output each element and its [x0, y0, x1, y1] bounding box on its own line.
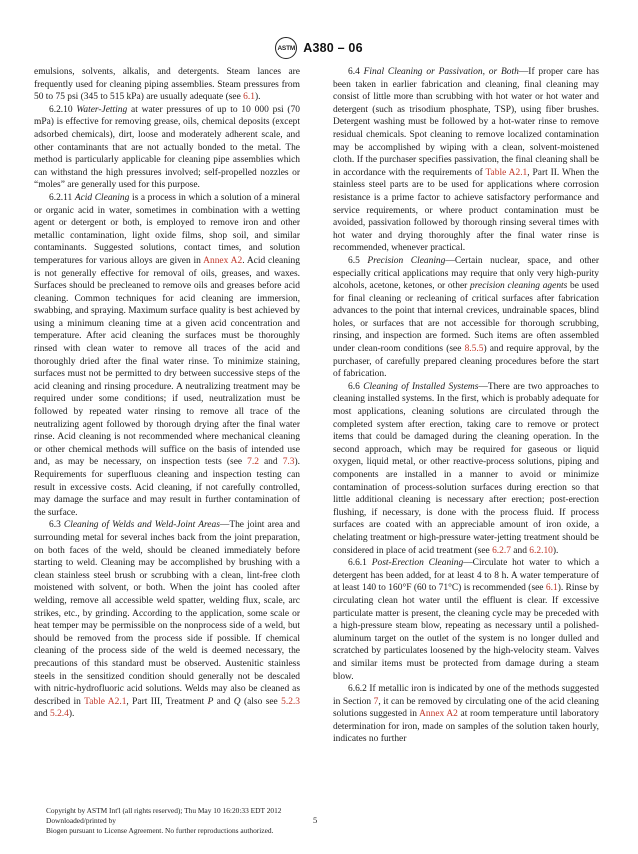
ref-link-8-5-5[interactable]: 8.5.5 — [464, 344, 484, 355]
section-title: Precision Cleaning — [367, 255, 446, 266]
treatment-q: Q — [233, 696, 241, 707]
left-column — [34, 66, 300, 721]
paragraph-6-4 — [333, 66, 599, 255]
section-title: Final Cleaning or Passivation, or Both — [363, 67, 519, 77]
paragraph-6-2-10 — [34, 104, 300, 192]
section-number: 6.6.1 — [348, 558, 372, 569]
paragraph-6-3 — [34, 519, 300, 721]
text: be used for final cleaning or recleaning of critical surfaces after fabrication advances to the point that internal crevices, undrainable spaces, blind holes, or surfaces that are not accessible for thorough scrubbing, rinsing, and inspection are formed. Such items are often assembled under clean-room conditions (see — [333, 281, 599, 355]
ref-link-section-7[interactable]: 7 — [373, 696, 379, 707]
text: ). Requirements for superfluous cleaning and inspection testing can result in excessive costs. Acid cleaning, if not carefully controlled, may damage the surface and may result in further contamination of the surface. — [34, 457, 300, 518]
paragraph-6-5 — [333, 255, 599, 381]
text: and — [213, 696, 234, 707]
section-title: Cleaning of Welds and Weld-Joint Areas — [63, 520, 220, 531]
text: , Part III, Treatment — [126, 696, 208, 707]
text: and — [258, 457, 283, 468]
right-column — [333, 66, 599, 746]
text: is a process in which a solution of a mineral or organic acid in water, sometimes in combination with a wetting agent or detergent or both, is employed to remove iron and other metallic contamination, light oxide films, shop soil, and similar contaminants. Suggested solutions, contact times, and solution temperatures for various alloys are given in — [34, 192, 300, 266]
ref-link-5-2-4[interactable]: 5.2.4 — [50, 709, 69, 720]
ref-link-table-a2-1[interactable]: Table A2.1 — [485, 167, 528, 178]
text: ) and require approval, by the purchaser, of carefully prepared cleaning procedures before the start of fabrication. — [333, 344, 599, 380]
page-number: 5 — [313, 815, 318, 825]
text: —There are two approaches to cleaning installed systems. In the first, which is probably adequate for most applications, cleaning solutions are circulated through the completed system after erection, taking care to remove or protect items that could be damaged during the cleaning operation. In the second approach, which may be required for gaseous or liquid oxygen, liquid metal, or other reactive-process solutions, piping and components are installed in a manner to avoid or minimize contamination of process-solution surfaces during erection so that little additional cleaning is necessary after erection; post-erection flushing, if necessary, is done with the process fluid. If process surfaces are coated with an appreciable amount of iron oxide, a chelating treatment or high-pressure water-jetting treatment should be considered in place of acid treatment (see — [333, 381, 599, 556]
text: 6.6.2 If metallic iron is indicated by one of the methods suggested in Section — [333, 684, 599, 707]
text: —Circulate hot water to which a detergent has been added, for at least 4 to 8 h. A water temperature of at least 140 to 160°F (60 to 71°C) is recommended (see — [333, 558, 600, 594]
text: at water pressures of up to 10 000 psi (70 mPa) is effective for removing grease, oils, chemical deposits (except adsorbed chemicals), dirt, loose and moderately adherent scale, and other contaminants that are not actually bonded to the metal. The method is particularly applicable for cleaning pipe assemblies which can withstand the high pressures involved; self-propelled nozzles or “moles” are generally used for this purpose. — [34, 104, 301, 191]
ref-link-annex-a2[interactable]: Annex A2 — [419, 709, 458, 720]
text: ). — [254, 92, 261, 103]
section-number: 6.3 — [49, 520, 64, 531]
text: and — [510, 545, 530, 556]
section-number: 6.4 — [348, 67, 364, 77]
text: —The joint area and surrounding metal for several inches back from the joint preparation, on both faces of the weld, should be cleaned immediately before starting to weld. Cleaning may be accomplished by brushing with a clean stainless steel brush or scrubbing with a clean, lint-free cloth moistened with solvent, or both. When the joint has cooled after welding, remove all accessible weld spatter, welding flux, scale, arc strikes, etc., by grinding. According to the application, some scale or heat temper may be permissible on the nonprocess side of a weld, but should be removed from the process side if possible. If chemical cleaning of the process side of the weld is deemed necessary, the precautions of this standard must be observed. Austenitic stainless steels in the sensitized condition should generally not be descaled with nitric-hydrofluoric acid solutions. Welds may also be cleaned as described in — [34, 520, 300, 707]
ref-link-table-a2-1[interactable]: Table A2.1 — [84, 696, 127, 707]
copyright-line: Copyright by ASTM Int'l (all rights reserved); Thu May 10 16:20:33 EDT 2012 — [46, 806, 282, 815]
text: —If proper care has been taken in earlier fabrication and cleaning, final cleaning may consist of little more than scrubbing with hot water or hot water and detergent (such as trisodium phosphate, TSP), using fiber brushes. Detergent washing must be followed by a hot-water rinse to remove residual chemicals. Spot cleaning to remove localized contamination may be accomplished by wiping with a clean, solvent-moistened cloth. If the purchaser specifies passivation, the final cleaning shall be in accordance with the requirements of — [333, 67, 599, 178]
text: (also see — [240, 696, 282, 707]
paragraph-6-6-1 — [333, 557, 599, 683]
ref-link-7-2[interactable]: 7.2 — [247, 457, 259, 468]
paragraph-6-6 — [333, 381, 599, 557]
treatment-p: P — [207, 696, 214, 707]
ref-link-6-2-7[interactable]: 6.2.7 — [492, 545, 511, 556]
section-title: Cleaning of Installed Systems — [363, 381, 479, 392]
text: ). — [68, 709, 75, 720]
paragraph-6-6-2 — [333, 683, 599, 746]
text: at room temperature until laboratory determination for iron, made on samples of the solution taken hourly, indicates no further — [333, 709, 599, 745]
paragraph-6-2-11 — [34, 192, 300, 519]
text: emulsions, solvents, alkalis, and detergents. Steam lances are frequently used for cleaning piping assemblies. Steam pressures from 50 to 75 psi (345 to 515 kPa) are usually adequate (see — [34, 67, 300, 103]
text: —Certain nuclear, space, and other especially critical applications may require that only very high-purity alcohols, acetone, ketones, or other — [333, 255, 599, 292]
section-number: 6.2.10 — [49, 104, 77, 115]
download-line: Downloaded/printed by — [46, 816, 116, 825]
section-title: Post-Erection Cleaning — [371, 558, 464, 569]
copyright-footer — [46, 806, 566, 836]
section-number: 6.2.11 — [49, 192, 75, 203]
text: ). — [552, 545, 559, 556]
text: ). Rinse by circulating clean hot water until the effluent is clear. If excessive particulate matter is present, the cleaning cycle may be preceded with a high-pressure steam blow, repeating as necessary until a polished-aluminum target on the outlet of the system is no longer dulled and scratched by particulates loosened by the high-velocity steam. Valves and similar items must be protected from damage during a steam blow. — [333, 583, 599, 682]
section-number: 6.5 — [348, 255, 368, 266]
text: and — [34, 709, 50, 720]
text: , Part II. When the stainless steel parts are to be used for applications where corrosion resistance is a prime factor to achieve satisfactory performance and service requirements, or where product contamination must be avoided, passivation followed by thorough rinsing several times with hot water and drying thoroughly after the final water rinse is recommended, whenever practical. — [333, 167, 599, 254]
standard-designation: A380 – 06 — [303, 41, 363, 55]
ref-link-6-1[interactable]: 6.1 — [243, 92, 255, 103]
astm-logo-icon — [275, 37, 297, 59]
ref-link-annex-a2[interactable]: Annex A2 — [203, 255, 243, 266]
italic-term: precision cleaning agents — [470, 281, 568, 292]
text: , it can be removed by circulating one of the acid cleaning solutions suggested in — [333, 696, 599, 720]
ref-link-7-3[interactable]: 7.3 — [282, 457, 295, 468]
text: . Acid cleaning is not generally effective for removal of oils, greases, and waxes. Surfaces should be precleaned to remove oils and greases before acid cleaning. Common techniques for acid cleaning are immersion, swabbing, and spraying. Maximum surface quality is best achieved by using a minimum cleaning time at a given acid concentration and temperature. After acid cleaning the surfaces must be thoroughly rinsed with clean water to remove all traces of the acid and thoroughly dried after the final water rinse. To minimize staining, surfaces must not be permitted to dry between successive steps of the acid cleaning and rinsing procedure. A neutralizing treatment may be required under some conditions; if used, neutralization must be followed by repeated water rinsing to remove all trace of the neutralizing agent followed by thorough drying after the final water rinse. Acid cleaning is not recommended where mechanical cleaning or other chemical methods will suffice on the basis of intended use and, as may be necessary, on inspection tests (see — [34, 255, 300, 468]
ref-link-5-2-3[interactable]: 5.2.3 — [281, 696, 300, 707]
ref-link-6-1[interactable]: 6.1 — [545, 583, 558, 594]
license-line: Biogen pursuant to License Agreement. No further reproductions authorized. — [46, 826, 274, 835]
section-number: 6.6 — [348, 381, 364, 392]
section-title: Water-Jetting — [76, 104, 128, 115]
paragraph-steam-continued — [34, 66, 300, 104]
section-title: Acid Cleaning — [74, 192, 130, 203]
logo-text: ASTM — [277, 44, 296, 52]
ref-link-6-2-10[interactable]: 6.2.10 — [529, 545, 553, 556]
page-header — [0, 36, 638, 60]
